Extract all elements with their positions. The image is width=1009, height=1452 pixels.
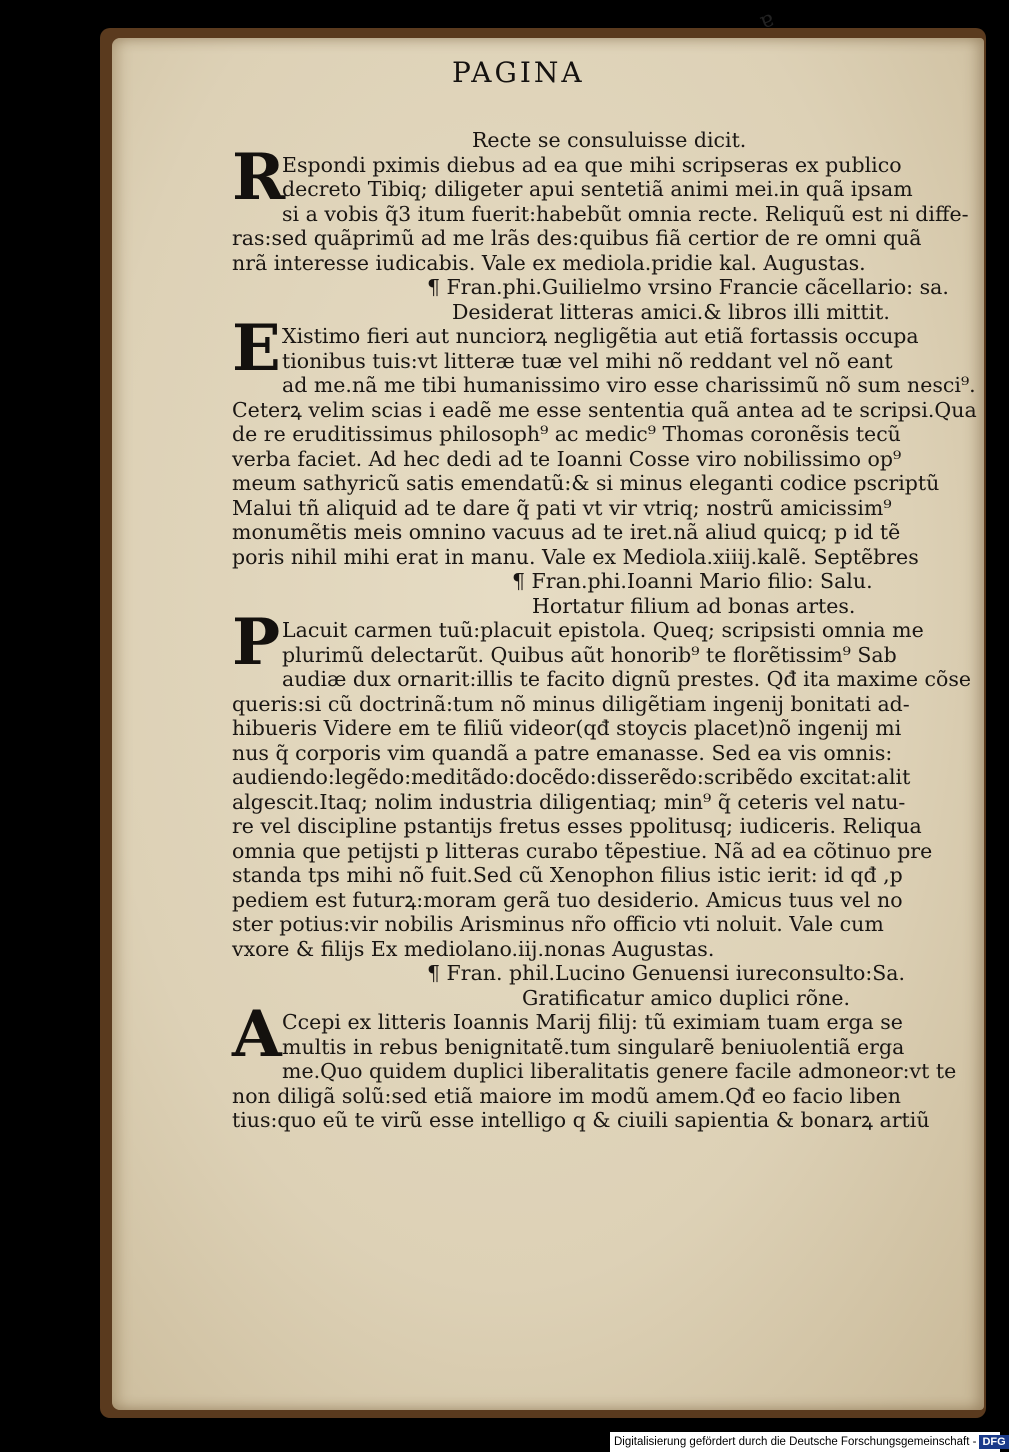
page-header: PAGINA xyxy=(452,56,585,89)
drop-cap: A xyxy=(232,997,282,1072)
letter-title: Gratificatur amico duplici rõne. xyxy=(522,985,850,1010)
text-line: Ceterꝝ velim scias i eadẽ me esse sententia quã antea ad te scripsi.Qua xyxy=(232,397,977,422)
text-line: de re eruditissimus philosoph⁹ ac medic⁹ Thomas coronẽsis tecũ xyxy=(232,422,901,446)
drop-cap: E xyxy=(232,311,281,386)
text-line: standa tps mihi nõ fuit.Sed cũ Xenophon filius istic ierit: id qđ ,p xyxy=(232,863,903,887)
letter-salutation: ¶ Fran.phi.Guilielmo vrsino Francie cãcellario: sa. xyxy=(427,275,949,299)
text-line: ad me.nã me tibi humanissimo viro esse charissimũ nõ sum nesci⁹. xyxy=(282,373,976,397)
text-line: decreto Tibiq; diligeter apui sentetiã animi mei.in quã ipsam xyxy=(282,177,913,201)
text-line: si a vobis q̃3 itum fuerit:habebũt omnia recte. Reliquũ est ni diffe- xyxy=(282,201,969,226)
digitization-footer xyxy=(610,1432,1006,1452)
text-line: queris:si cũ doctrinã:tum nõ minus diligẽtiam ingenij bonitati ad- xyxy=(232,691,910,716)
text-line: meum sathyricũ satis emendatũ:& si minus eleganti codice pscriptũ xyxy=(232,471,940,495)
text-line: tionibus tuis:vt litteræ tuæ vel mihi nõ reddant vel nõ eant xyxy=(282,348,893,373)
text-line: poris nihil mihi erat in manu. Vale ex Mediola.xiiij.kalẽ. Septẽbres xyxy=(232,544,919,569)
text-line: tius:quo eũ te virũ esse intelligo q & ciuili sapientia & bonarꝝ artiũ xyxy=(232,1108,930,1132)
corner-ink-mark: ɐ xyxy=(756,6,778,35)
text-line: ster potius:vir nobilis Arisminus nr̃o officio vti noluit. Vale cum xyxy=(232,912,884,936)
text-line: Xistimo fieri aut nunciorꝝ negligẽtia aut etiã fortassis occupa xyxy=(282,324,919,348)
letter-salutation: ¶ Fran. phil.Lucino Genuensi iureconsulto:Sa. xyxy=(427,961,906,985)
text-line: algescit.Itaq; nolim industria diligentiaq; min⁹ q̃ ceteris vel natu- xyxy=(232,789,906,814)
drop-cap: P xyxy=(232,605,281,680)
text-line: hibueris Videre em te filiũ videor(qđ stoycis placet)nõ ingenij mi xyxy=(232,716,902,740)
text-line: audiendo:legẽdo:meditãdo:docẽdo:disserẽdo:scribẽdo excitat:alit xyxy=(232,765,911,789)
text-line: Lacuit carmen tuũ:placuit epistola. Queq; scripsisti omnia me xyxy=(282,618,924,642)
letter-title: Desiderat litteras amici.& libros illi mittit. xyxy=(452,299,890,324)
text-line: omnia que petijsti p litteras curabo tẽpestiue. Nã ad ea cõtinuo pre xyxy=(232,838,933,863)
text-line: me.Quo quidem duplici liberalitatis genere facile admoneor:vt te xyxy=(282,1059,957,1083)
text-line: nrã interesse iudicabis. Vale ex mediola.pridie kal. Augustas. xyxy=(232,250,866,275)
letter-salutation: ¶ Fran.phi.Ioanni Mario filio: Salu. xyxy=(512,569,873,593)
text-line: Malui tñ aliquid ad te dare q̃ pati vt vir vtriq; nostrũ amicissim⁹ xyxy=(232,495,892,520)
page-text xyxy=(232,128,977,1133)
text-line: verba faciet. Ad hec dedi ad te Ioanni Cosse viro nobilissimo op⁹ xyxy=(232,446,902,471)
text-line: nus q̃ corporis vim quandã a patre emanasse. Sed ea vis omnis: xyxy=(232,740,893,765)
text-line: vxore & filijs Ex mediolano.iij.nonas Augustas. xyxy=(232,936,715,961)
footer-text: Digitalisierung gefördert durch die Deutsche Forschungsgemeinschaft - xyxy=(614,1436,977,1448)
text-line: pediem est futurꝝ:moram gerã tuo desiderio. Amicus tuus vel no xyxy=(232,887,903,912)
drop-cap: R xyxy=(232,139,286,215)
text-line: non diligã solũ:sed etiã maiore im modũ amem.Qđ eo facio liben xyxy=(232,1083,902,1108)
text-line: monumẽtis meis omnino vacuus ad te iret.nã aliud quicq; p id tẽ xyxy=(232,520,901,544)
text-line: re vel discipline pstantijs fretus esses ppolitusq; iudiceris. Reliqua xyxy=(232,814,922,838)
text-line: audiæ dux ornarit:illis te facito dignũ prestes. Qđ ita maxime cõse xyxy=(282,667,971,691)
dfg-logo: DFG xyxy=(979,1435,1008,1449)
letter-title: Recte se consuluisse dicit. xyxy=(472,128,747,152)
text-line: Espondi pximis diebus ad ea que mihi scripseras ex publico xyxy=(282,152,902,177)
text-line: ras:sed quãprimũ ad me lrãs des:quibus fiã certior de re omni quã xyxy=(232,226,922,250)
text-line: plurimũ delectarũt. Quibus aũt honorib⁹ te florẽtissim⁹ Sab xyxy=(282,642,897,667)
letter-title: Hortatur filium ad bonas artes. xyxy=(532,593,856,618)
text-line: Ccepi ex litteris Ioannis Marij filij: tũ eximiam tuam erga se xyxy=(282,1010,903,1034)
text-line: multis in rebus benignitatẽ.tum singularẽ beniuolentiã erga xyxy=(282,1034,905,1059)
